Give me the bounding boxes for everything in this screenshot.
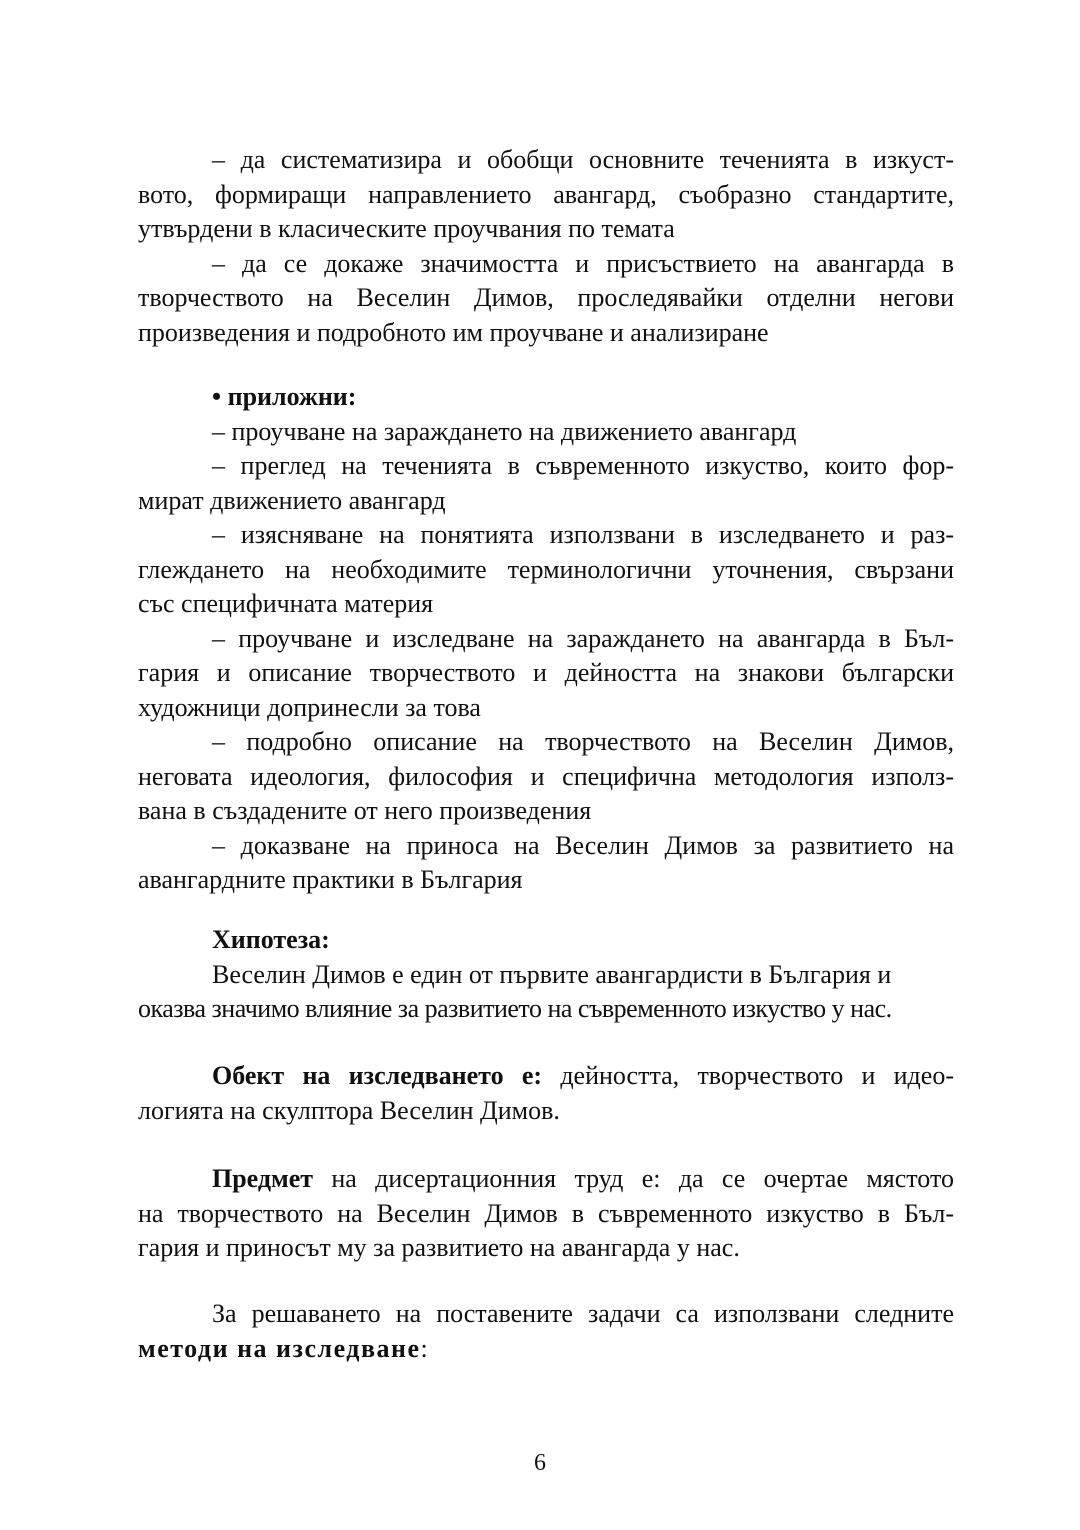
hypothesis-section (138, 923, 954, 1027)
applied-item-1-line-1: – проучване на зараждането на движението авангард (212, 416, 797, 446)
applied-item-5-line-1: – подробно описание на творчеството на Веселин Димов, (212, 727, 954, 756)
applied-item-3-line-2: глеждането на необходимите терминологични уточнения, свързани (138, 554, 954, 584)
subject-line-2: на творчеството на Веселин Димов в съвременното изкуство в Бъл- (138, 1198, 954, 1228)
subject-line-3: гария и приносът му за развитието на авангарда у нас. (138, 1233, 740, 1262)
methods-section (138, 1297, 954, 1366)
subject-line-1-rest: на дисертационния труд е: да се очертае мястото (313, 1164, 954, 1193)
applied-item-3-line-1: – изясняване на понятията използвани в изследването и раз- (212, 520, 954, 549)
goals-list (138, 143, 954, 350)
applied-item-5-line-2: неговата идеология, философия и специфична методология използ- (138, 761, 954, 791)
subject-label: Предмет (212, 1164, 314, 1193)
hypothesis-line-2: оказва значимо влияние за развитието на съвременното изкуство у нас. (138, 994, 892, 1023)
applied-item-4-line-1: – проучване и изследване на зараждането на авангарда в Бъл- (212, 623, 954, 653)
goal-2-line-1: – да се докаже значимостта и присъствието на авангарда в (212, 248, 954, 278)
hypothesis-line-1: Веселин Димов е един от първите авангардисти в България и (212, 959, 892, 989)
page-number: 6 (534, 1450, 546, 1476)
methods-colon: : (420, 1333, 428, 1363)
goal-2-line-3: произведения и подробното им проучване и анализиране (138, 317, 769, 347)
object-line-2: логията на скулптора Веселин Димов. (138, 1095, 560, 1125)
methods-line-1: За решаването на поставените задачи са използвани следните (212, 1299, 954, 1328)
goal-1-line-2: вото, формиращи направлението авангард, съобразно стандартите, (138, 179, 954, 209)
goal-2-line-2: творчеството на Веселин Димов, проследявайки отделни негови (138, 283, 954, 312)
object-section (138, 1059, 954, 1128)
methods-line-2 (138, 1332, 954, 1367)
applied-item-4-line-3: художници допринесли за това (138, 692, 481, 722)
applied-item-6-line-2: авангардните практики в България (138, 865, 523, 894)
applied-item-6-line-1: – доказване на приноса на Веселин Димов за развитието на (212, 830, 954, 860)
object-line-1-rest: дейността, творчеството и идео- (542, 1061, 954, 1090)
applied-item-2-line-1: – преглед на теченията в съвременното изкуство, които фор- (212, 451, 954, 480)
goal-1-line-1: – да систематизира и обобщи основните теченията в изкуст- (212, 145, 954, 174)
object-line-1 (138, 1059, 954, 1094)
subject-line-1 (138, 1162, 954, 1197)
methods-label: методи на изследване (138, 1333, 421, 1363)
applied-item-5-line-3: вана в създадените от него произведения (138, 796, 592, 825)
applied-item-4-line-2: гария и описание творчеството и дейността на знакови български (138, 658, 954, 687)
applied-heading: • приложни: (212, 382, 357, 411)
applied-item-2-line-2: мират движението авангард (138, 485, 446, 515)
applied-section (138, 380, 954, 898)
goal-1-line-3: утвърдени в класическите проучвания по темата (138, 214, 675, 243)
subject-section (138, 1162, 954, 1266)
hypothesis-heading: Хипотеза: (212, 925, 330, 954)
applied-item-3-line-3: със специфичната материя (138, 589, 434, 618)
object-label: Обект на изследването е: (212, 1061, 543, 1090)
